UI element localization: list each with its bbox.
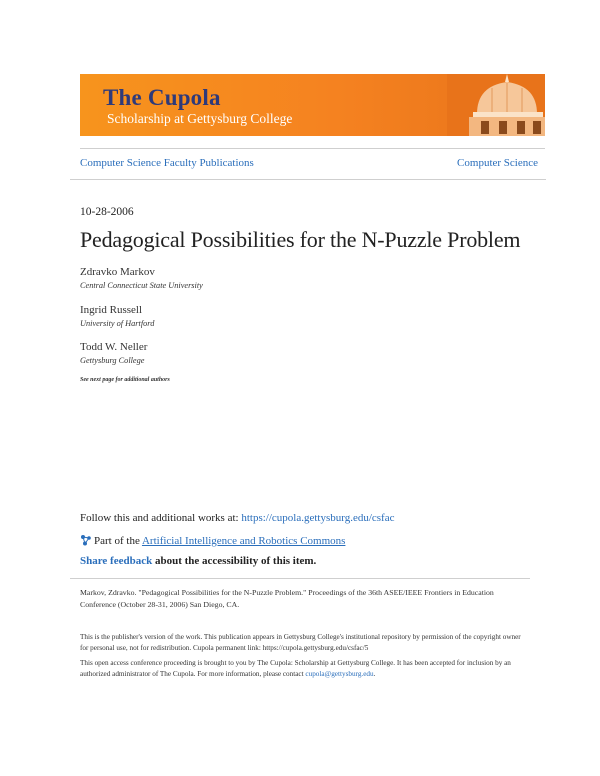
author-name: Zdravko Markov <box>80 266 155 278</box>
follow-text: Follow this and additional works at: <box>80 512 242 524</box>
part-of-text: Part of the <box>94 535 142 547</box>
author-affiliation: Gettysburg College <box>80 356 145 365</box>
commons-link[interactable]: Artificial Intelligence and Robotics Commons <box>141 535 346 547</box>
open-access-end: . <box>373 669 376 678</box>
follow-url-link[interactable]: https://cupola.gettysburg.edu/csfac <box>241 512 395 524</box>
author-affiliation: University of Hartford <box>80 319 155 328</box>
banner-subtitle: Scholarship at Gettysburg College <box>107 111 293 126</box>
open-access-text: This open access conference proceeding is brought to you by The Cupola: Scholarship at Gettysburg College. It has been accepted for inclusion by an authorized administrator of The Cupola. For more information, please contact <box>80 659 511 678</box>
author-name: Ingrid Russell <box>80 304 143 316</box>
page-title: Pedagogical Possibilities for the N-Puzzle Problem <box>80 227 521 252</box>
share-feedback-text: about the accessibility of this item. <box>152 555 317 567</box>
citation-divider <box>70 578 530 579</box>
open-access-notice <box>80 658 528 679</box>
share-feedback-link[interactable]: Share feedback <box>80 555 153 567</box>
nav-divider <box>70 179 546 180</box>
department-link[interactable]: Computer Science <box>457 157 538 169</box>
author-name: Todd W. Neller <box>80 341 148 353</box>
share-feedback-line <box>80 555 316 567</box>
citation-text: Markov, Zdravko. "Pedagogical Possibilities for the N-Puzzle Problem." Proceedings of the 36th ASEE/IEEE Frontiers in Education Conference (October 28-31, 2006) San Diego, CA. <box>80 588 494 609</box>
follow-line <box>80 512 394 524</box>
cupola-dome-icon <box>447 74 545 136</box>
author-affiliation: Central Connecticut State University <box>80 281 203 290</box>
contact-email-link[interactable]: cupola@gettysburg.edu <box>305 669 374 678</box>
header-banner[interactable] <box>80 74 545 136</box>
publication-date: 10-28-2006 <box>80 206 134 218</box>
see-next-note: See next page for additional authors <box>80 377 170 383</box>
publisher-notice: This is the publisher's version of the work. This publication appears in Gettysburg College's institutional repository by permission of the copyright owner for personal use, not for redistribution. Cupola permanent link: https://cupola.gettysburg.edu/csfac/5 <box>80 633 521 652</box>
part-of-line <box>80 534 345 547</box>
banner-title: The Cupola <box>103 85 221 110</box>
collection-link[interactable]: Computer Science Faculty Publications <box>80 157 254 169</box>
network-commons-icon <box>80 534 92 546</box>
header-divider <box>80 148 545 149</box>
